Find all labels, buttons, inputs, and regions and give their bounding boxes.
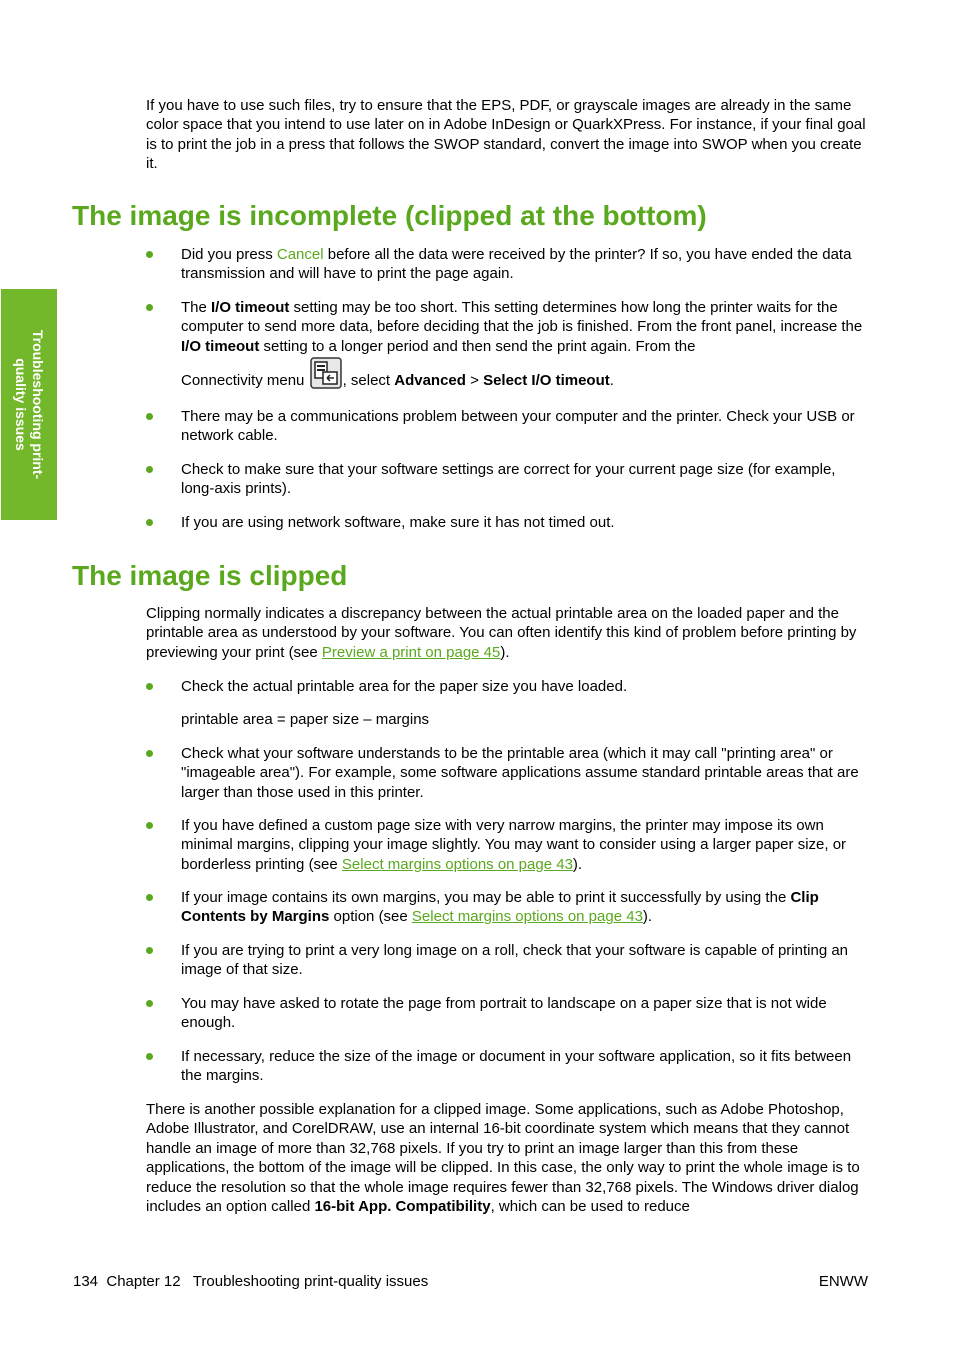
text: Connectivity menu	[181, 372, 309, 389]
text: There is another possible explanation for a clipped image. Some applications, such as Adobe Photoshop, Adobe Illustrator, and CorelDRAW, use an internal 16-bit coordinate system which means that they cannot handle an image of more than 32,768 pixels. If you try to print an image larger than this from these applications, the bottom of the image will be clipped. In this case, the only way to print the whole image is to reduce the resolution so that the whole image requires fewer than 32,768 pixels. The Windows driver dialog includes an option called	[146, 1101, 860, 1216]
list-item-long-image: If you are trying to print a very long image on a roll, check that your software is capable of printing an image of that size.	[181, 942, 849, 979]
compatibility-option-term: 16-bit App. Compatibility	[314, 1198, 491, 1216]
footer-edition: ENWW	[818, 1273, 868, 1290]
text: option (see	[329, 908, 412, 926]
list-item-io-timeout	[181, 298, 871, 356]
text: ).	[572, 855, 583, 873]
closing-paragraph	[146, 1100, 871, 1216]
select-io-timeout-term: Select I/O timeout	[483, 372, 610, 389]
io-timeout-term: I/O timeout	[181, 337, 260, 355]
printable-area-formula: printable area = paper size – margins	[181, 711, 430, 728]
heading-image-clipped: The image is clipped	[72, 560, 348, 591]
footer-page-chapter: 134 Chapter 12 Troubleshooting print-quality issues	[73, 1273, 429, 1290]
text: ).	[642, 908, 653, 926]
side-tab-line-2: quality issues	[13, 358, 29, 451]
bullet-marker	[146, 251, 153, 258]
bullet-marker	[146, 1000, 153, 1007]
text: .	[609, 372, 614, 389]
bullet-marker	[146, 413, 153, 420]
list-item-rotate-page: You may have asked to rotate the page from portrait to landscape on a paper size that is not wide enough.	[181, 995, 827, 1032]
connectivity-menu-icon	[310, 357, 342, 389]
bullet-marker	[146, 683, 153, 690]
text: Clipping normally indicates a discrepancy between the actual printable area on the loaded paper and the printable area as understood by your software. You can often identify this kind of problem before printing by previewing your print (see	[146, 605, 857, 661]
text: , which can be used to reduce	[490, 1198, 690, 1216]
text: The	[181, 299, 212, 316]
list-item-communications: There may be a communications problem between your computer and the printer. Check your USB or network cable.	[181, 408, 855, 445]
list-item-printable-area: Check the actual printable area for the paper size you have loaded.	[181, 678, 628, 695]
bullet-marker	[146, 519, 153, 526]
bullet-marker	[146, 304, 153, 311]
bullet-marker	[146, 822, 153, 829]
list-item-own-margins	[181, 888, 871, 927]
io-timeout-term: I/O timeout	[211, 299, 290, 316]
select-margins-link[interactable]: Select margins options on page 43	[341, 855, 573, 873]
heading-image-incomplete: The image is incomplete (clipped at the bottom)	[72, 200, 707, 231]
clipped-intro-paragraph	[146, 604, 871, 662]
clip-contents-term: Clip Contents by Margins	[181, 889, 819, 926]
intro-paragraph: If you have to use such files, try to ensure that the EPS, PDF, or grayscale images are already in the same color space that you intend to use later on in Adobe InDesign or QuarkXPress. For instance, if your final goal is to print the job in a press that follows the SWOP standard, convert the image into SWOP when you create it.	[146, 97, 866, 173]
bullet-marker	[146, 1053, 153, 1060]
side-tab-line-1: Troubleshooting print-	[30, 329, 46, 480]
text: setting to a longer period and then send the print again. From the	[259, 337, 696, 355]
text: Did you press	[181, 246, 277, 263]
text: setting may be too short. This setting determines how long the printer waits for the computer to send more data, before deciding that the job is finished. From the front panel, increase the	[181, 299, 863, 336]
text: before all the data were received by the printer? If so, you have ended the data transmission and will have to print the page again.	[181, 246, 852, 283]
text: ).	[500, 643, 510, 661]
list-item-cancel	[181, 245, 871, 284]
text: If you have defined a custom page size with very narrow margins, the printer may impose its own minimal margins, clipping your image slightly. You may want to consider using a larger paper size, or borderless printing (see	[181, 817, 847, 873]
list-item-software-settings: Check to make sure that your software settings are correct for your current page size (for example, long-axis prints).	[181, 461, 836, 498]
list-item-network-software: If you are using network software, make sure it has not timed out.	[181, 514, 615, 531]
chapter-side-tab-label	[1, 289, 57, 520]
bullet-marker	[146, 466, 153, 473]
bullet-marker	[146, 750, 153, 757]
bullet-marker	[146, 947, 153, 954]
preview-print-link[interactable]: Preview a print on page 45	[321, 643, 501, 661]
text: , select	[342, 372, 395, 389]
select-margins-link[interactable]: Select margins options on page 43	[411, 908, 643, 926]
chapter-side-tab	[1, 289, 57, 520]
text: >	[465, 372, 484, 389]
advanced-menu-term: Advanced	[394, 372, 466, 389]
list-item-custom-page	[181, 816, 871, 874]
page-footer	[73, 1272, 868, 1292]
cancel-link[interactable]: Cancel	[276, 246, 324, 263]
text: If your image contains its own margins, you may be able to print it successfully by using the	[181, 889, 791, 906]
bullet-marker	[146, 894, 153, 901]
list-item-reduce-size: If necessary, reduce the size of the image or document in your software application, so it fits between the margins.	[181, 1048, 852, 1085]
list-item-software-area: Check what your software understands to be the printable area (which it may call "printing area" or "imageable area"). For example, some software applications assume standard printable areas that are larger than those used in this printer.	[181, 745, 859, 801]
list-item-io-timeout-continued	[181, 357, 871, 397]
